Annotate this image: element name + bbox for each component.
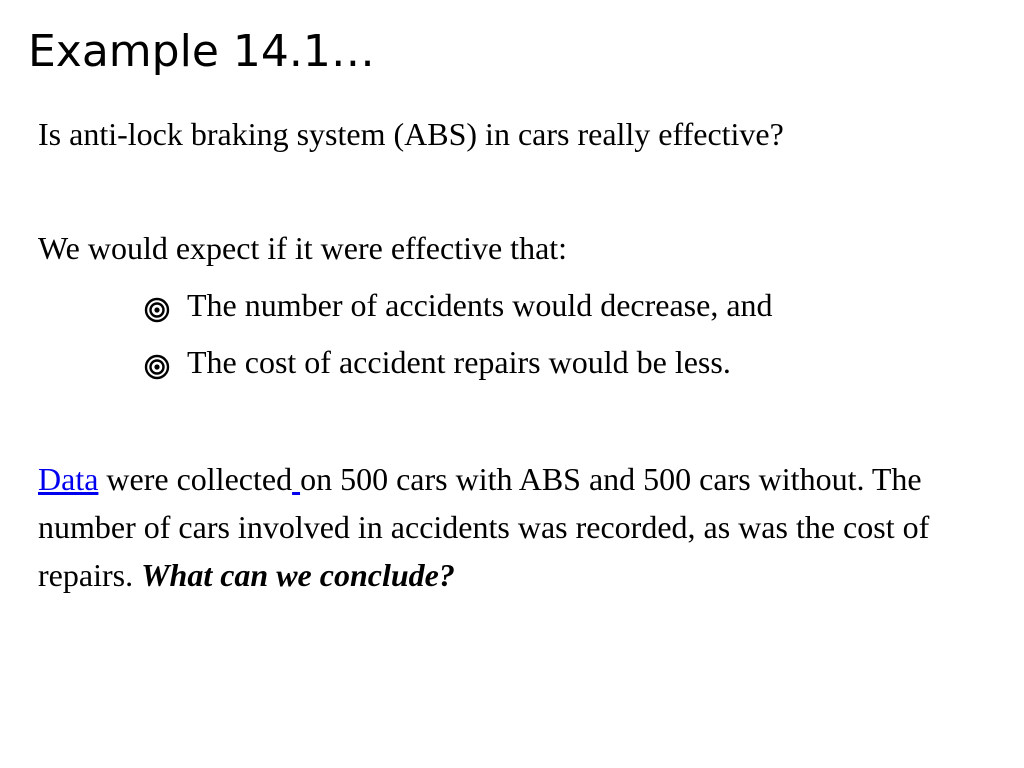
bullet-label: The number of accidents would decrease, and: [187, 287, 773, 323]
data-link[interactable]: Data: [38, 461, 99, 497]
stray-link-space[interactable]: [292, 461, 300, 497]
bullseye-icon: [143, 348, 171, 376]
bullet-item: [143, 340, 731, 384]
data-paragraph: [38, 455, 1013, 599]
expectation-text: We would expect if it were effective that:: [38, 230, 568, 266]
conclusion-question: What can we conclude?: [141, 557, 455, 593]
bullet-item: [143, 283, 773, 327]
paragraph-text-part: on 500 cars with ABS and 500 cars without. The number of cars involved in accidents was recorded, as was the cost of repairs.: [38, 461, 930, 593]
bullseye-icon: [143, 291, 171, 319]
question-text: Is anti-lock braking system (ABS) in cars really effective?: [38, 116, 784, 152]
bullet-label: The cost of accident repairs would be less.: [187, 344, 731, 380]
slide-title: Example 14.1…: [28, 26, 375, 77]
paragraph-text-part: were collected: [98, 461, 293, 497]
